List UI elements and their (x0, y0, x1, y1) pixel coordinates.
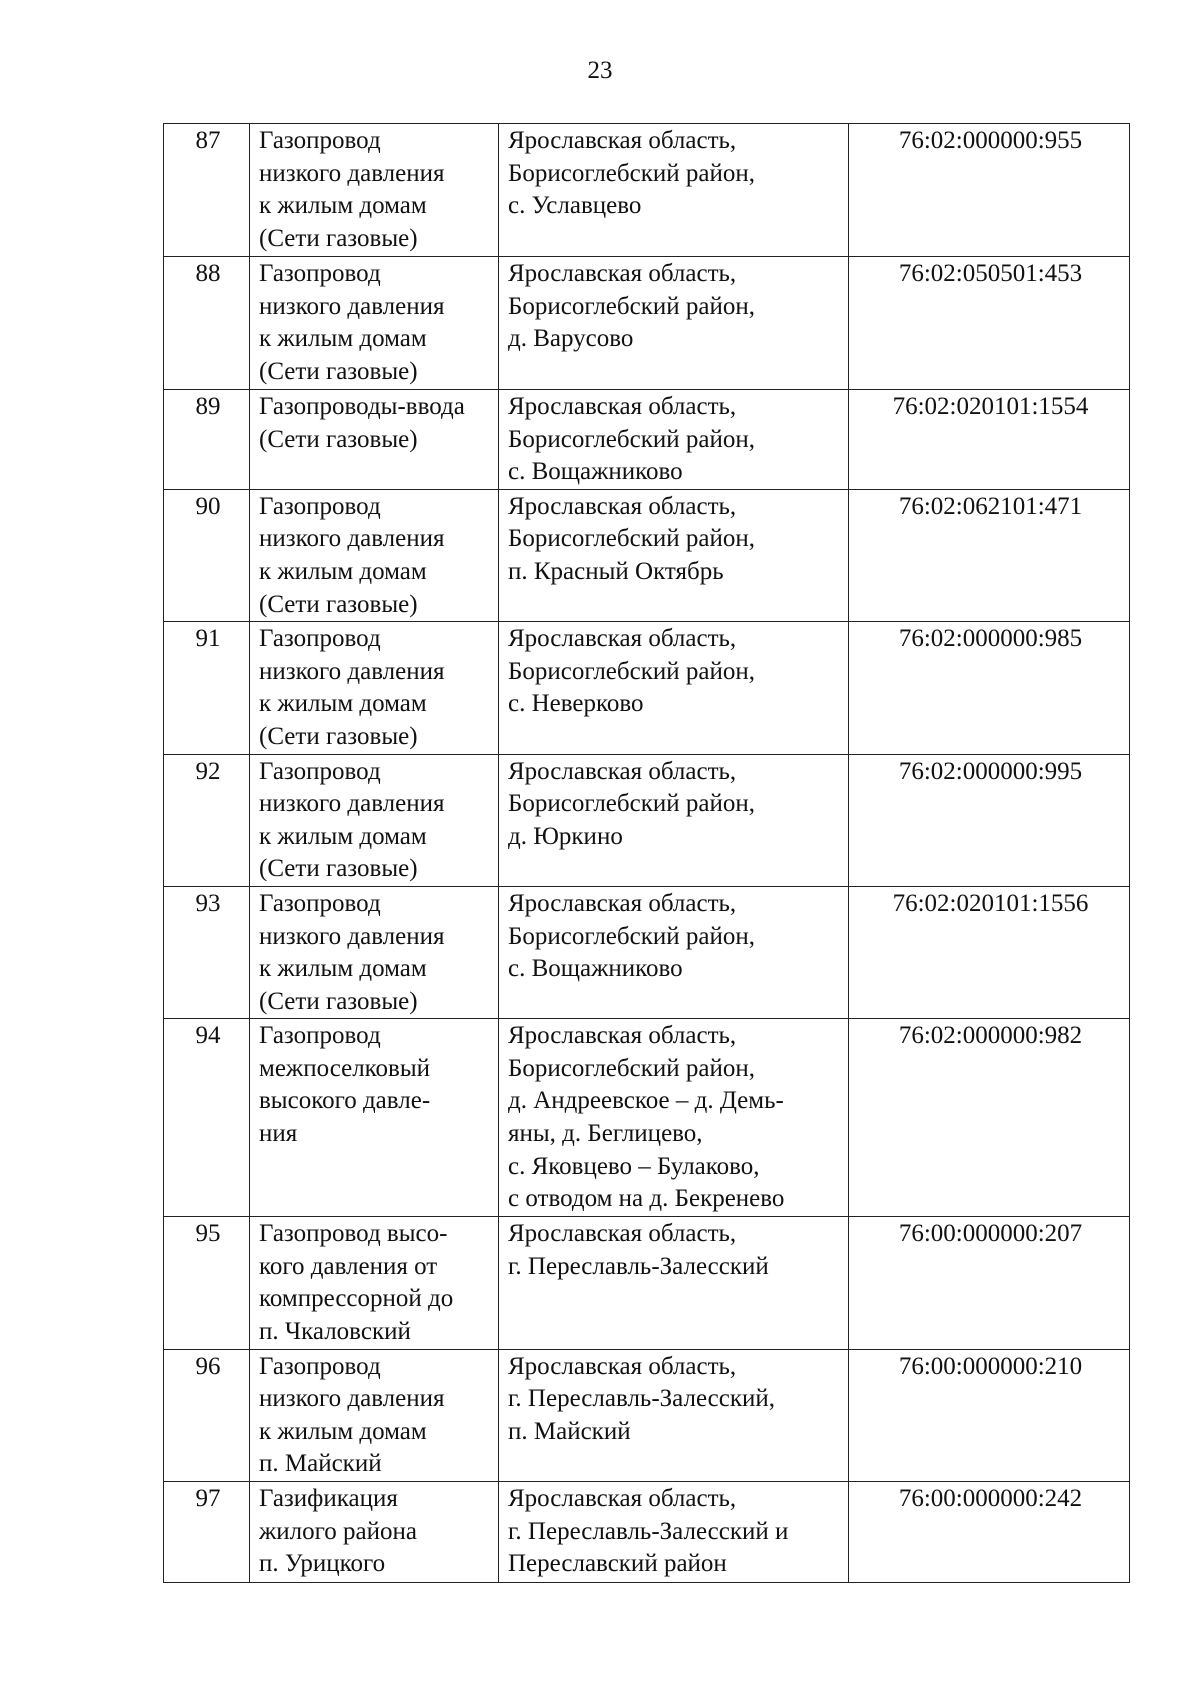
object-name-cell: Газопровод межпоселковый высокого давле- ния (250, 1019, 499, 1217)
address-cell: Ярославская область, Борисоглебский район, п. Красный Октябрь (499, 489, 849, 621)
object-name-cell: Газопровод низкого давления к жилым домам (Сети газовые) (250, 622, 499, 754)
row-number-cell: 89 (164, 390, 250, 490)
address-cell: Ярославская область, г. Переславль-Залесский и Переславский район (499, 1482, 849, 1583)
address-cell: Ярославская область, Борисоглебский район, с. Неверково (499, 622, 849, 754)
row-number-cell: 87 (164, 124, 250, 257)
cadastral-number-cell: 76:00:000000:242 (849, 1482, 1130, 1583)
address-cell: Ярославская область, г. Переславль-Залесский, п. Майский (499, 1349, 849, 1481)
object-name-cell: Газопровод низкого давления к жилым домам (Сети газовые) (250, 754, 499, 886)
object-name-cell: Газопровод низкого давления к жилым домам (Сети газовые) (250, 886, 499, 1018)
object-name-cell: Газопровод низкого давления к жилым домам п. Майский (250, 1349, 499, 1481)
address-cell: Ярославская область, Борисоглебский район, с. Вощажниково (499, 390, 849, 490)
cadastral-number-cell: 76:02:020101:1554 (849, 390, 1130, 490)
gas-pipeline-registry-table (163, 123, 1130, 1583)
cadastral-number-cell: 76:02:050501:453 (849, 257, 1130, 390)
table-body (164, 124, 1130, 1583)
row-number-cell: 93 (164, 886, 250, 1018)
table-row (164, 489, 1130, 621)
cadastral-number-cell: 76:02:000000:995 (849, 754, 1130, 886)
page-number: 23 (587, 57, 613, 84)
row-number-cell: 90 (164, 489, 250, 621)
object-name-cell: Газопровод низкого давления к жилым домам (Сети газовые) (250, 124, 499, 257)
table-row (164, 257, 1130, 390)
address-cell: Ярославская область, Борисоглебский район, д. Андреевское – д. Демь- яны, д. Беглицево, с. Яковцево – Булаково, с отводом на д. Бекренево (499, 1019, 849, 1217)
table-row (164, 1019, 1130, 1217)
row-number-cell: 95 (164, 1217, 250, 1349)
object-name-cell: Газопроводы-ввода (Сети газовые) (250, 390, 499, 490)
address-cell: Ярославская область, Борисоглебский район, д. Юркино (499, 754, 849, 886)
row-number-cell: 91 (164, 622, 250, 754)
cadastral-number-cell: 76:00:000000:207 (849, 1217, 1130, 1349)
cadastral-number-cell: 76:02:062101:471 (849, 489, 1130, 621)
address-cell: Ярославская область, г. Переславль-Залесский (499, 1217, 849, 1349)
table-row (164, 1217, 1130, 1349)
object-name-cell: Газопровод низкого давления к жилым домам (Сети газовые) (250, 489, 499, 621)
cadastral-number-cell: 76:02:000000:985 (849, 622, 1130, 754)
table-row (164, 390, 1130, 490)
row-number-cell: 96 (164, 1349, 250, 1481)
table-row (164, 1482, 1130, 1583)
cadastral-number-cell: 76:02:020101:1556 (849, 886, 1130, 1018)
table-row (164, 754, 1130, 886)
object-name-cell: Газопровод высо- кого давления от компрессорной до п. Чкаловский (250, 1217, 499, 1349)
row-number-cell: 88 (164, 257, 250, 390)
table-row (164, 886, 1130, 1018)
table-row (164, 124, 1130, 257)
table-row (164, 1349, 1130, 1481)
table-row (164, 622, 1130, 754)
address-cell: Ярославская область, Борисоглебский район, с. Вощажниково (499, 886, 849, 1018)
object-name-cell: Газификация жилого района п. Урицкого (250, 1482, 499, 1583)
row-number-cell: 97 (164, 1482, 250, 1583)
row-number-cell: 92 (164, 754, 250, 886)
address-cell: Ярославская область, Борисоглебский район, с. Уславцево (499, 124, 849, 257)
cadastral-number-cell: 76:00:000000:210 (849, 1349, 1130, 1481)
address-cell: Ярославская область, Борисоглебский район, д. Варусово (499, 257, 849, 390)
object-name-cell: Газопровод низкого давления к жилым домам (Сети газовые) (250, 257, 499, 390)
cadastral-number-cell: 76:02:000000:982 (849, 1019, 1130, 1217)
row-number-cell: 94 (164, 1019, 250, 1217)
cadastral-number-cell: 76:02:000000:955 (849, 124, 1130, 257)
